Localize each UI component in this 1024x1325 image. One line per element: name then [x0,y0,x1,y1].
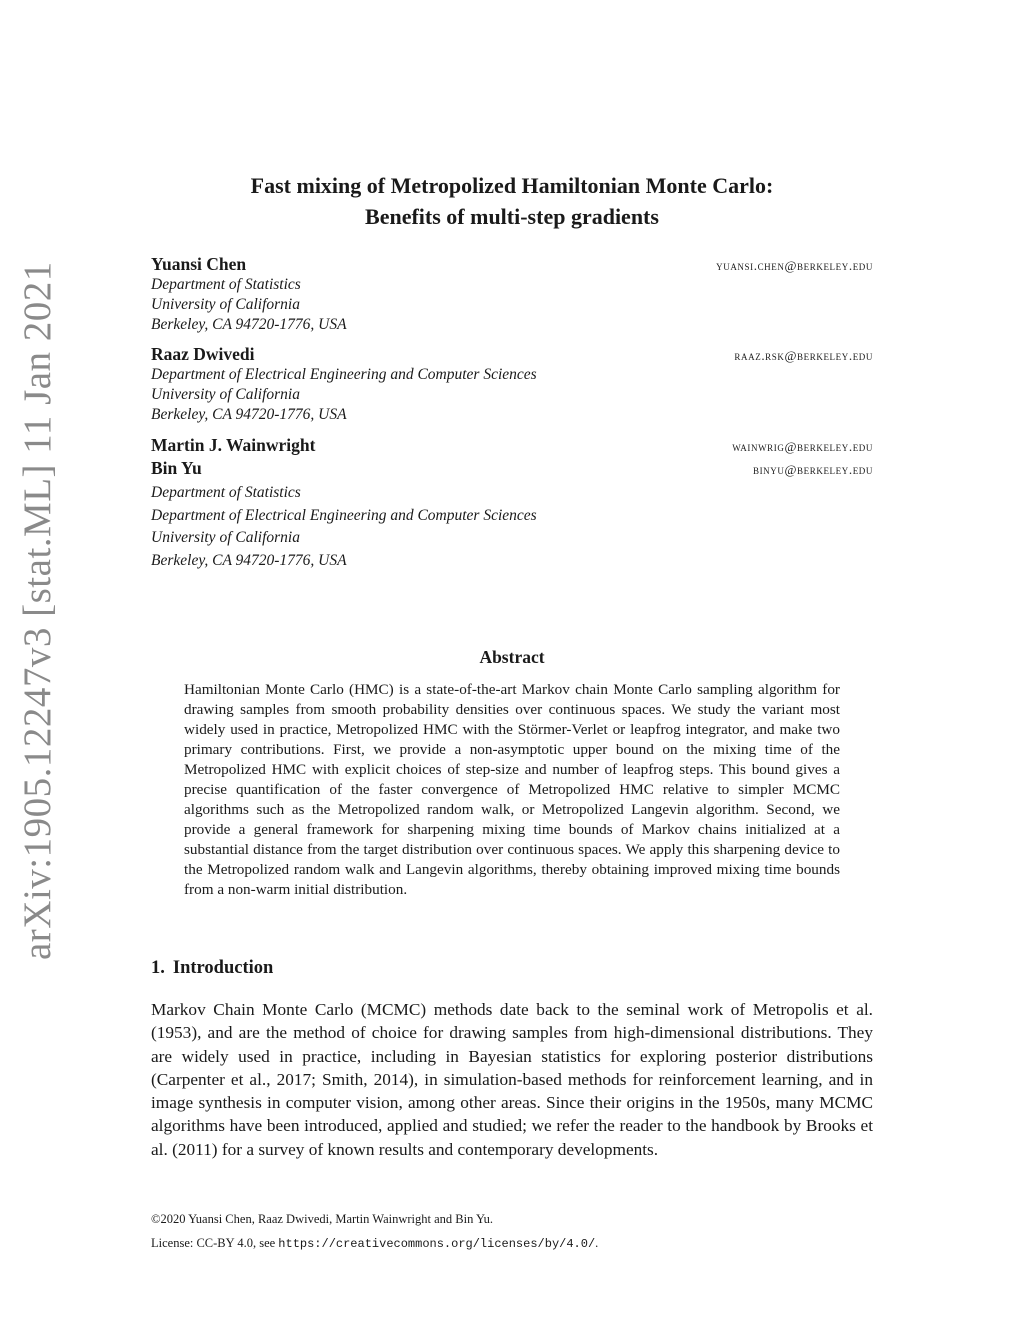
author-email[interactable]: wainwrig@berkeley.edu [732,439,873,454]
author-email[interactable]: raaz.rsk@berkeley.edu [734,348,873,363]
affiliation-line: Department of Statistics [151,276,301,293]
license-suffix: . [595,1236,599,1250]
copyright-notice: ©2020 Yuansi Chen, Raaz Dwivedi, Martin Wainwright and Bin Yu. [151,1212,494,1226]
author-email[interactable]: binyu@berkeley.edu [752,462,873,477]
affiliation-line: Department of Statistics [151,484,301,501]
section-number: 1. [151,958,165,978]
section-title: Introduction [172,958,274,978]
arxiv-side-stamp: arXiv:1905.12247v3 [stat.ML] 11 Jan 2021 [16,261,59,960]
author-block-dwivedi [151,344,873,425]
license-prefix: License: CC-BY 4.0, see [151,1236,279,1250]
affiliation-line: Berkeley, CA 94720-1776, USA [151,551,347,569]
section-heading-introduction [151,958,273,979]
author-block-chen [151,254,873,335]
affiliation-line: Department of Electrical Engineering and Computer Sciences [151,506,537,524]
author-name: Martin J. Wainwright [151,435,316,455]
affiliation-line: University of California [151,296,300,313]
title-line-1: Fast mixing of Metropolized Hamiltonian Monte Carlo: [250,173,774,198]
license-link[interactable]: https://creativecommons.org/licenses/by/4.0/ [278,1237,596,1251]
affiliation-line: Department of Electrical Engineering and Computer Sciences [151,366,537,383]
paper-title [150,170,874,232]
author-name: Raaz Dwivedi [151,344,255,364]
affiliation-line: University of California [151,529,300,546]
author-name: Yuansi Chen [151,254,247,274]
author-block-wainwright-yu [151,435,873,572]
author-email[interactable]: yuansi.chen@berkeley.edu [716,258,873,273]
abstract-text: Hamiltonian Monte Carlo (HMC) is a state-of-the-art Markov chain Monte Carlo sampling algorithm for drawing samples from smooth probability densities over continuous spaces. We study the variant most widely used in practice, Metropolized HMC with the Störmer-Verlet or leapfrog integrator, and make two primary contributions. First, we provide a non-asymptotic upper bound on the mixing time of the Metropolized HMC with explicit choices of step-size and number of leapfrog steps. This bound gives a precise quantification of the faster convergence of Metropolized HMC relative to simpler MCMC algorithms such as the Metropolized random walk, or Metropolized Langevin algorithm. Second, we provide a general framework for sharpening mixing time bounds of Markov chains initialized at a substantial distance from the target distribution over continuous spaces. We apply this sharpening device to the Metropolized random walk and Langevin algorithms, thereby obtaining improved mixing time bounds from a non-warm initial distribution. [184,681,840,898]
affiliation-line: Berkeley, CA 94720-1776, USA [151,406,347,423]
affiliation-line: Berkeley, CA 94720-1776, USA [151,316,347,333]
license-notice [151,1236,598,1251]
introduction-paragraph: Markov Chain Monte Carlo (MCMC) methods date back to the seminal work of Metropolis et al. (1953), and are the method of choice for drawing samples from high-dimensional distributions. They are widely used in practice, including in Bayesian statistics for exploring posterior distributions (Carpenter et al., 2017; Smith, 2014), in simulation-based methods for reinforcement learning, and in image synthesis in computer vision, among other areas. Since their origins in the 1950s, many MCMC algorithms have been introduced, applied and studied; we refer the reader to the handbook by Brooks et al. (2011) for a survey of known results and contemporary developments. [151,1000,873,1159]
affiliation-line: University of California [151,386,300,403]
title-line-2: Benefits of multi-step gradients [365,204,659,229]
author-name: Bin Yu [151,458,202,478]
abstract-heading: Abstract [479,647,545,667]
